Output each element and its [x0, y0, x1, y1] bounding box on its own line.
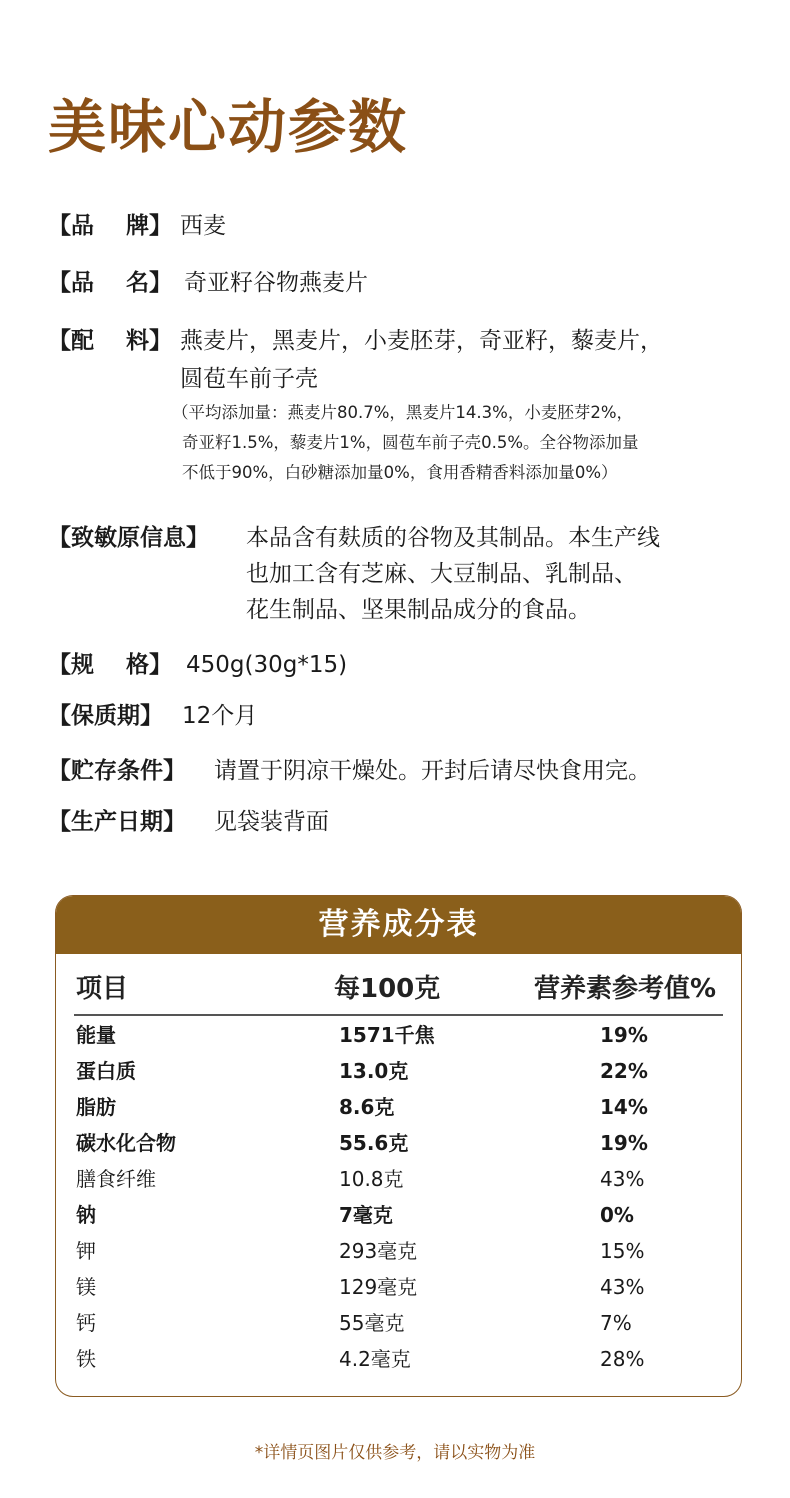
- row-item: 脂肪: [76, 1095, 116, 1119]
- spec-value: 450g(30g*15): [186, 652, 348, 678]
- spec-value: 请置于阴凉干燥处。开封后请尽快食用完。: [214, 758, 651, 784]
- row-item: 铁: [76, 1347, 96, 1371]
- row-per100: 8.6克: [339, 1095, 395, 1119]
- spec-value: 见袋装背面: [214, 809, 329, 835]
- row-item: 膳食纤维: [76, 1167, 156, 1191]
- nutrition-table: [55, 895, 742, 1397]
- row-nrv: 43%: [600, 1167, 645, 1191]
- spec-value: 圆苞车前子壳: [180, 366, 318, 392]
- row-per100: 293毫克: [339, 1239, 418, 1263]
- row-nrv: 7%: [600, 1311, 632, 1335]
- row-nrv: 22%: [600, 1059, 648, 1083]
- row-item: 镁: [76, 1275, 96, 1299]
- row-item: 钠: [76, 1203, 96, 1227]
- spec-value: 燕麦片，黑麦片，小麦胚芽，奇亚籽，藜麦片，: [180, 328, 663, 354]
- row-nrv: 14%: [600, 1095, 648, 1119]
- row-per100: 55.6克: [339, 1131, 409, 1155]
- row-nrv: 0%: [600, 1203, 634, 1227]
- row-per100: 55毫克: [339, 1311, 405, 1335]
- spec-value: 12个月: [182, 703, 258, 729]
- spec-label: 【生产日期】: [48, 809, 186, 835]
- column-header-item: 项目: [76, 974, 129, 1004]
- spec-value: 本品含有麸质的谷物及其制品。本生产线: [246, 525, 660, 551]
- table-row: [56, 1305, 741, 1341]
- row-per100: 4.2毫克: [339, 1347, 411, 1371]
- row-item: 能量: [76, 1023, 116, 1047]
- table-row: [56, 1161, 741, 1197]
- spec-value: 西麦: [180, 213, 226, 239]
- table-row: [56, 1017, 741, 1053]
- table-row: [56, 1197, 741, 1233]
- row-nrv: 43%: [600, 1275, 645, 1299]
- page-title: 美味心动参数: [48, 93, 409, 161]
- column-header-per100: 每100克: [334, 974, 441, 1004]
- table-row: [56, 1053, 741, 1089]
- row-per100: 10.8克: [339, 1167, 404, 1191]
- row-per100: 13.0克: [339, 1059, 409, 1083]
- table-row: [56, 1269, 741, 1305]
- ingredient-note: 不低于90%，白砂糖添加量0%，食用香精香料添加量0%）: [182, 463, 618, 482]
- spec-label: 【贮存条件】: [48, 758, 186, 784]
- spec-label: 【品 牌】: [48, 213, 173, 239]
- spec-value: 花生制品、坚果制品成分的食品。: [246, 597, 591, 623]
- row-nrv: 19%: [600, 1131, 648, 1155]
- spec-label: 【规 格】: [48, 652, 173, 678]
- row-nrv: 15%: [600, 1239, 645, 1263]
- spec-label: 【致敏原信息】: [48, 525, 209, 551]
- table-row: [56, 1125, 741, 1161]
- table-row: [56, 1341, 741, 1377]
- row-per100: 7毫克: [339, 1203, 393, 1227]
- header-divider: [74, 1014, 723, 1016]
- disclaimer-footer: *详情页图片仅供参考，请以实物为准: [254, 1443, 536, 1463]
- row-item: 蛋白质: [76, 1059, 136, 1083]
- row-item: 碳水化合物: [76, 1131, 176, 1155]
- table-row: [56, 1233, 741, 1269]
- row-item: 钙: [76, 1311, 96, 1335]
- table-row: [56, 1089, 741, 1125]
- spec-label: 【配 料】: [48, 328, 173, 354]
- nutrition-table-heading: 营养成分表: [56, 896, 741, 954]
- spec-value: 奇亚籽谷物燕麦片: [184, 270, 368, 296]
- row-per100: 129毫克: [339, 1275, 418, 1299]
- row-nrv: 19%: [600, 1023, 648, 1047]
- column-header-nrv: 营养素参考值%: [534, 974, 717, 1004]
- row-per100: 1571千焦: [339, 1023, 435, 1047]
- spec-label: 【品 名】: [48, 270, 173, 296]
- spec-label: 【保质期】: [48, 703, 163, 729]
- spec-value: 也加工含有芝麻、大豆制品、乳制品、: [246, 561, 637, 587]
- row-nrv: 28%: [600, 1347, 645, 1371]
- ingredient-note: 奇亚籽1.5%，藜麦片1%，圆苞车前子壳0.5%。全谷物添加量: [182, 433, 639, 452]
- row-item: 钾: [76, 1239, 96, 1263]
- ingredient-note: （平均添加量：燕麦片80.7%，黑麦片14.3%，小麦胚芽2%，: [172, 403, 634, 422]
